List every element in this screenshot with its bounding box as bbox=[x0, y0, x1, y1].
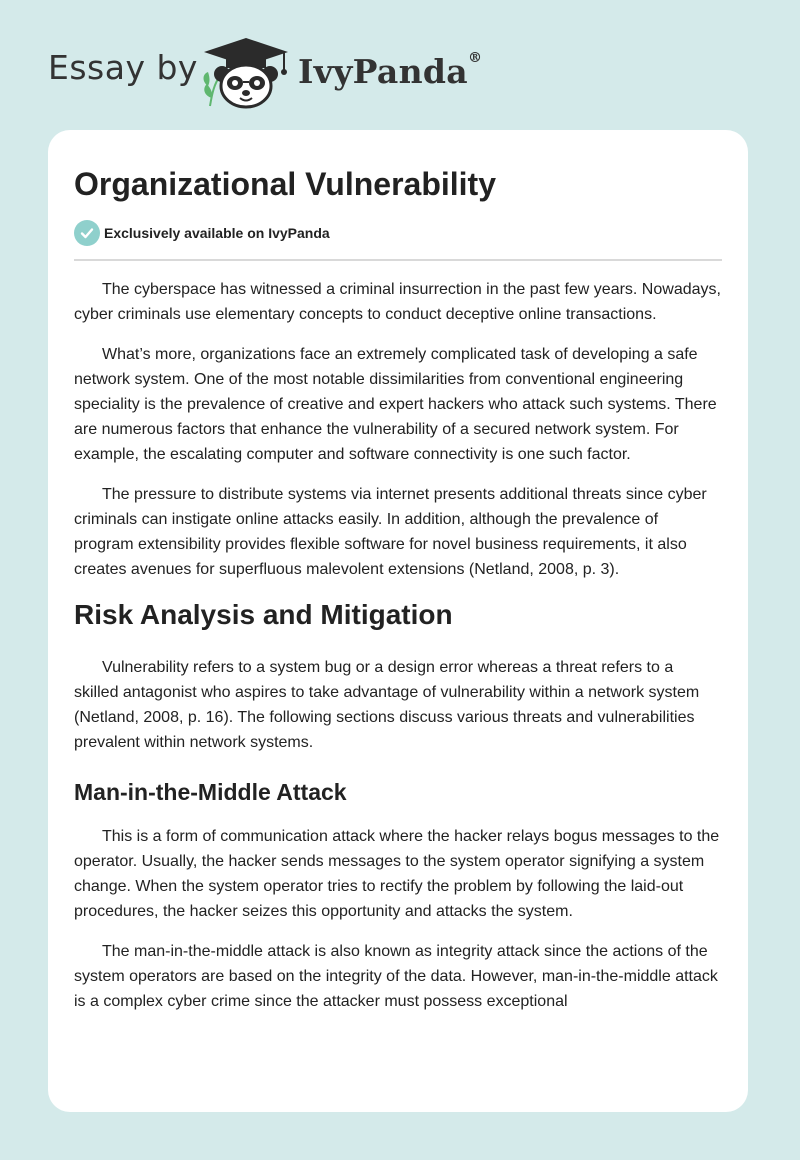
section-heading-risk-analysis: Risk Analysis and Mitigation bbox=[74, 599, 453, 630]
exclusive-badge bbox=[74, 220, 722, 246]
panda-logo-icon[interactable] bbox=[198, 36, 294, 110]
paragraph: Vulnerability refers to a system bug or a design error whereas a threat refers to a skilled antagonist who aspires to take advantage of vulnerability within a network system (Netland, 2008, p. 16). The following sections discuss various threats and vulnerabilities prevalent within network systems. bbox=[74, 659, 700, 751]
subsection-heading-man-in-the-middle: Man-in-the-Middle Attack bbox=[74, 779, 347, 805]
brand-text: IvyPanda bbox=[298, 52, 468, 91]
paragraph: The man-in-the-middle attack is also known as integrity attack since the actions of the system operators are based on the integrity of the data. However, man-in-the-middle attack is a complex cyber crime since the attacker must possess exceptional bbox=[74, 943, 718, 1010]
badge-label: Exclusively available on IvyPanda bbox=[104, 225, 330, 241]
essay-card bbox=[48, 130, 748, 1112]
paragraph: This is a form of communication attack where the hacker relays bogus messages to the operator. Usually, the hacker sends messages to the system operator signifying a system change. When the system operator tries to rectify the problem by following the laid-out procedures, the hacker seizes this opportunity and attacks the system. bbox=[74, 828, 720, 920]
essay-by-label: Essay by bbox=[48, 48, 198, 87]
paragraph: The cyberspace has witnessed a criminal insurrection in the past few years. Nowadays, cyber criminals use elementary concepts to conduct deceptive online transactions. bbox=[74, 281, 721, 323]
page-title: Organizational Vulnerability bbox=[74, 166, 496, 202]
paragraph: What’s more, organizations face an extremely complicated task of developing a safe network system. One of the most notable dissimilarities from conventional engineering speciality is the prevalence of creative and expert hackers who attack such systems. There are numerous factors that enhance the vulnerability of a secured network system. For example, the escalating computer and software connectivity is one such factor. bbox=[74, 346, 717, 463]
check-circle-icon bbox=[74, 220, 100, 246]
site-header bbox=[0, 0, 800, 130]
divider bbox=[74, 259, 722, 261]
paragraph: The pressure to distribute systems via internet presents additional threats since cyber criminals can instigate online attacks easily. In addition, although the prevalence of program extensibility provides flexible software for novel business requirements, it also creates avenues for superfluous malevolent extensions (Netland, 2008, p. 3). bbox=[74, 486, 707, 578]
brand-name[interactable] bbox=[298, 52, 482, 91]
registered-mark: ® bbox=[467, 50, 483, 66]
